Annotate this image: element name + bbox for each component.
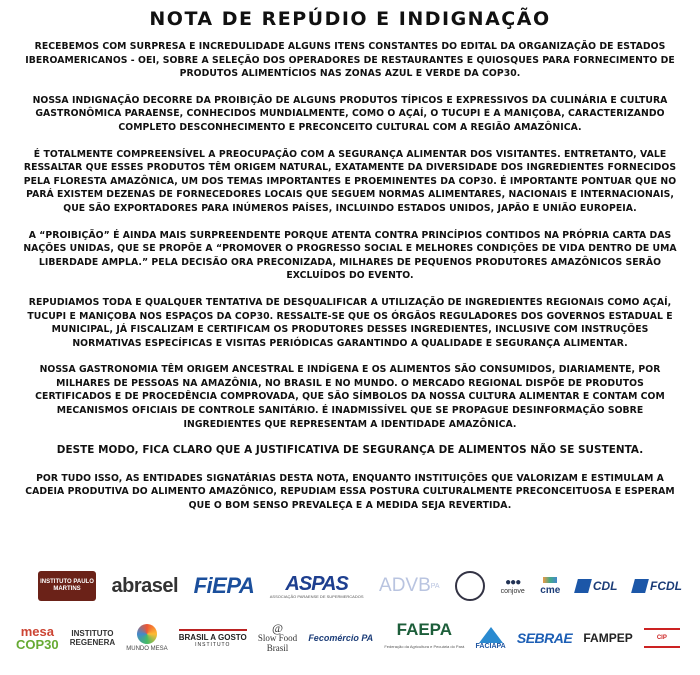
paragraph-4: A “PROIBIÇÃO” É AINDA MAIS SURPREENDENTE PORQUE ATENTA CONTRA PRINCÍPIOS CONTIDOS NA PRÓPRIA CARTA DAS NAÇÕES UNIDAS, QUE SE PROPÕE A “PROMOVER O PROGRESSO SOCIAL E MELHORES CONDIÇÕES DE VIDA DENTRO DE UMA LIBERDADE AMPLA.” PELA DECISÃO ORA PRECONIZADA, MILHARES DE PEQUENOS PRODUTORES AMAZÔNICOS SERÃO EXCLUÍDOS DO EVENTO. xyxy=(23,229,677,282)
fcdl-wordmark: FCDL xyxy=(650,579,682,593)
fampep-logo: FAMPEP xyxy=(583,631,633,645)
mundo-mesa-globe-icon xyxy=(137,624,157,644)
cop30-wordmark: COP30 xyxy=(16,637,59,652)
fiepa-logo: FiEPA xyxy=(193,573,255,598)
brasil-a-gosto-subtitle: INSTITUTO xyxy=(195,641,231,648)
advb-wordmark: ADVB xyxy=(379,575,431,596)
aspas-subtitle: ASSOCIAÇÃO PARAENSE DE SUPERMERCADOS xyxy=(269,593,364,599)
paragraph-3: É TOTALMENTE COMPREENSÍVEL A PREOCUPAÇÃO COM A SEGURANÇA ALIMENTAR DOS VISITANTES. ENTRETANTO, VALE RESSALTAR QUE ESSES PRODUTOS TÊM ORIGEM NATURAL, EXATAMENTE DA DIVERSIDADE DOS INGREDIENTES FORNECIDOS PELA FLORESTA AMAZÔNICA, UM DOS TEMAS IMPORTANTES E PROEMINENTES DA COP30. É IMPORTANTE PONTUAR QUE NO PARÁ EXISTEM DEZENAS DE FORNECEDORES LOCAIS QUE SEGUEM NORMAS ALIMENTARES, NACIONAIS E INTERNACIONAIS, QUE SÃO EXPORTADORES PARA INÚMEROS PAÍSES, INCLUINDO ESTADOS UNIDOS, JAPÃO E UNIÃO EUROPEIA. xyxy=(23,148,677,214)
sebrae-logo: SEBRAE xyxy=(516,630,573,646)
slow-food-line-1: Slow Food xyxy=(257,633,298,643)
aspas-logo xyxy=(270,574,364,599)
fcdl-mark-icon xyxy=(631,579,649,593)
advb-logo xyxy=(379,575,440,597)
fecomercio-pa-logo: Fecomércio PA xyxy=(308,633,374,643)
brasil-a-gosto-wordmark: BRASIL A GOSTO xyxy=(178,632,247,642)
paragraph-6: NOSSA GASTRONOMIA TÊM ORIGEM ANCESTRAL E INDÍGENA E OS ALIMENTOS SÃO CONSUMIDOS, DIARIAMENTE, POR MILHARES DE PESSOAS NA AMAZÔNIA, NO BRASIL E NO MUNDO. O MERCADO REGIONAL DISPÕE DE PRODUTOS CERTIFICADOS E DE PROCEDÊNCIA COMPROVADA, QUE SÃO SÍMBOLOS DA NOSSA CULTURA ALIMENTAR E CONTAM COM MECANISMOS OFICIAIS DE CONTROLE SANITÁRIO. É INADMISSÍVEL QUE SE PROPAGUE DESINFORMAÇÃO SOBRE INGREDIENTES QUE REPRESENTAM A IDENTIDADE AMAZÔNICA. xyxy=(35,364,665,430)
advb-state: PA xyxy=(430,582,440,590)
instituto-regenera-logo xyxy=(70,629,115,647)
snail-icon: @ xyxy=(272,621,284,635)
cip-bar-top xyxy=(644,628,680,630)
signatory-logos-row-2 xyxy=(0,612,700,664)
paragraph-2: NOSSA INDIGNAÇÃO DECORRE DA PROIBIÇÃO DE ALGUNS PRODUTOS TÍPICOS E EXPRESSIVOS DA CULINÁRIA E CULTURA GASTRONÔMICA PARAENSE, CONHECIDOS MUNDIALMENTE, COMO O AÇAÍ, O TUCUPI E A MANIÇOBA, CARACTERIZANDO COMPLETO DESCONHECIMENTO E PRECONCEITO CULTURAL COM A REGIÃO AMAZÔNICA. xyxy=(32,94,668,133)
slow-food-line-2: Brasil xyxy=(266,643,289,653)
document-title: NOTA DE REPÚDIO E INDIGNAÇÃO xyxy=(149,8,551,30)
mundo-mesa-logo xyxy=(126,624,167,652)
cdl-wordmark: CDL xyxy=(592,579,618,593)
fcdl-para-logo xyxy=(633,579,682,593)
faepa-wordmark: FAEPA xyxy=(396,620,453,639)
regenera-line-1: INSTITUTO xyxy=(71,629,114,638)
paragraph-1: RECEBEMOS COM SURPRESA E INCREDULIDADE ALGUNS ITENS CONSTANTES DO EDITAL DA ORGANIZAÇÃO DE ESTADOS IBEROAMERICANOS - OEI, SOBRE A SELEÇÃO DOS OPERADORES DE RESTAURANTES E QUIOSQUES PARA FORNECIMENTO DE PRODUTOS ALIMENTÍCIOS NAS ZONAS AZUL E VERDE DA COP30. xyxy=(25,41,675,80)
faepa-logo xyxy=(384,621,464,655)
slow-food-brasil-logo xyxy=(258,623,297,653)
closing-paragraph: POR TUDO ISSO, AS ENTIDADES SIGNATÁRIAS DESTA NOTA, ENQUANTO INSTITUIÇÕES QUE VALORIZAM E ESTIMULAM A CADEIA PRODUTIVA DO ALIMENTO AMAZÔNICO, REPUDIAM ESSA POSTURA CULTURALMENTE PRECONCEITUOSA E ESPERAM QUE O BOM SENSO PREVALEÇA E A MEDIDA SEJA REVERTIDA. xyxy=(25,472,675,512)
cip-wordmark: CIP xyxy=(656,634,667,641)
cdl-mark-icon xyxy=(574,579,592,593)
mundo-mesa-wordmark: MUNDO MESA xyxy=(126,646,168,652)
mesa-cop30-logo xyxy=(16,625,59,651)
conclusion-paragraph: DESTE MODO, FICA CLARO QUE A JUSTIFICATIVA DE SEGURANÇA DE ALIMENTOS NÃO SE SUSTENTA. xyxy=(56,444,644,457)
faciapa-wordmark: FACIAPA xyxy=(475,642,506,650)
signatory-logos-row-1 xyxy=(0,566,700,606)
cip-bar-bottom xyxy=(644,646,680,648)
abrasel-logo: abrasel xyxy=(111,574,179,597)
instituto-paulo-martins-logo: INSTITUTO PAULO MARTINS xyxy=(38,571,96,601)
faciapa-logo xyxy=(476,627,506,650)
seal-logo xyxy=(455,571,485,601)
faepa-subtitle: Federação da Agricultura e Pecuária do Pará xyxy=(384,644,465,649)
conjove-logo xyxy=(501,577,525,595)
cme-mark-icon xyxy=(543,577,557,583)
seal-icon xyxy=(455,571,485,601)
cme-logo xyxy=(540,577,560,596)
aspas-wordmark: ASPAS xyxy=(285,572,348,595)
brasil-a-gosto-logo xyxy=(179,629,247,648)
cip-logo xyxy=(644,625,680,651)
people-icon: ●●● xyxy=(505,577,521,588)
paragraph-5: REPUDIAMOS TODA E QUALQUER TENTATIVA DE DESQUALIFICAR A UTILIZAÇÃO DE INGREDIENTES REGIONAIS COMO AÇAÍ, TUCUPI E MANIÇOBA NOS ESPAÇOS DA COP30. RESSALTE-SE QUE OS ÓRGÃOS REGULADORES DOS GOVERNOS ESTADUAL E MUNICIPAL, JÁ FISCALIZAM E CERTIFICAM OS PRODUTORES DESSES INGREDIENTES, INCLUSIVE COM INSTRUÇÕES NORMATIVAS ESPECÍFICAS E VISITAS PERIÓDICAS GARANTINDO A QUALIDADE E SEGURANÇA ALIMENTAR. xyxy=(27,296,673,349)
mesa-wordmark: mesa xyxy=(20,624,54,639)
cme-wordmark: cme xyxy=(540,584,561,596)
conjove-wordmark: conjove xyxy=(500,588,525,595)
faciapa-triangle-icon xyxy=(479,627,503,643)
cdl-belem-logo xyxy=(576,579,618,593)
regenera-line-2: REGENERA xyxy=(69,638,116,647)
